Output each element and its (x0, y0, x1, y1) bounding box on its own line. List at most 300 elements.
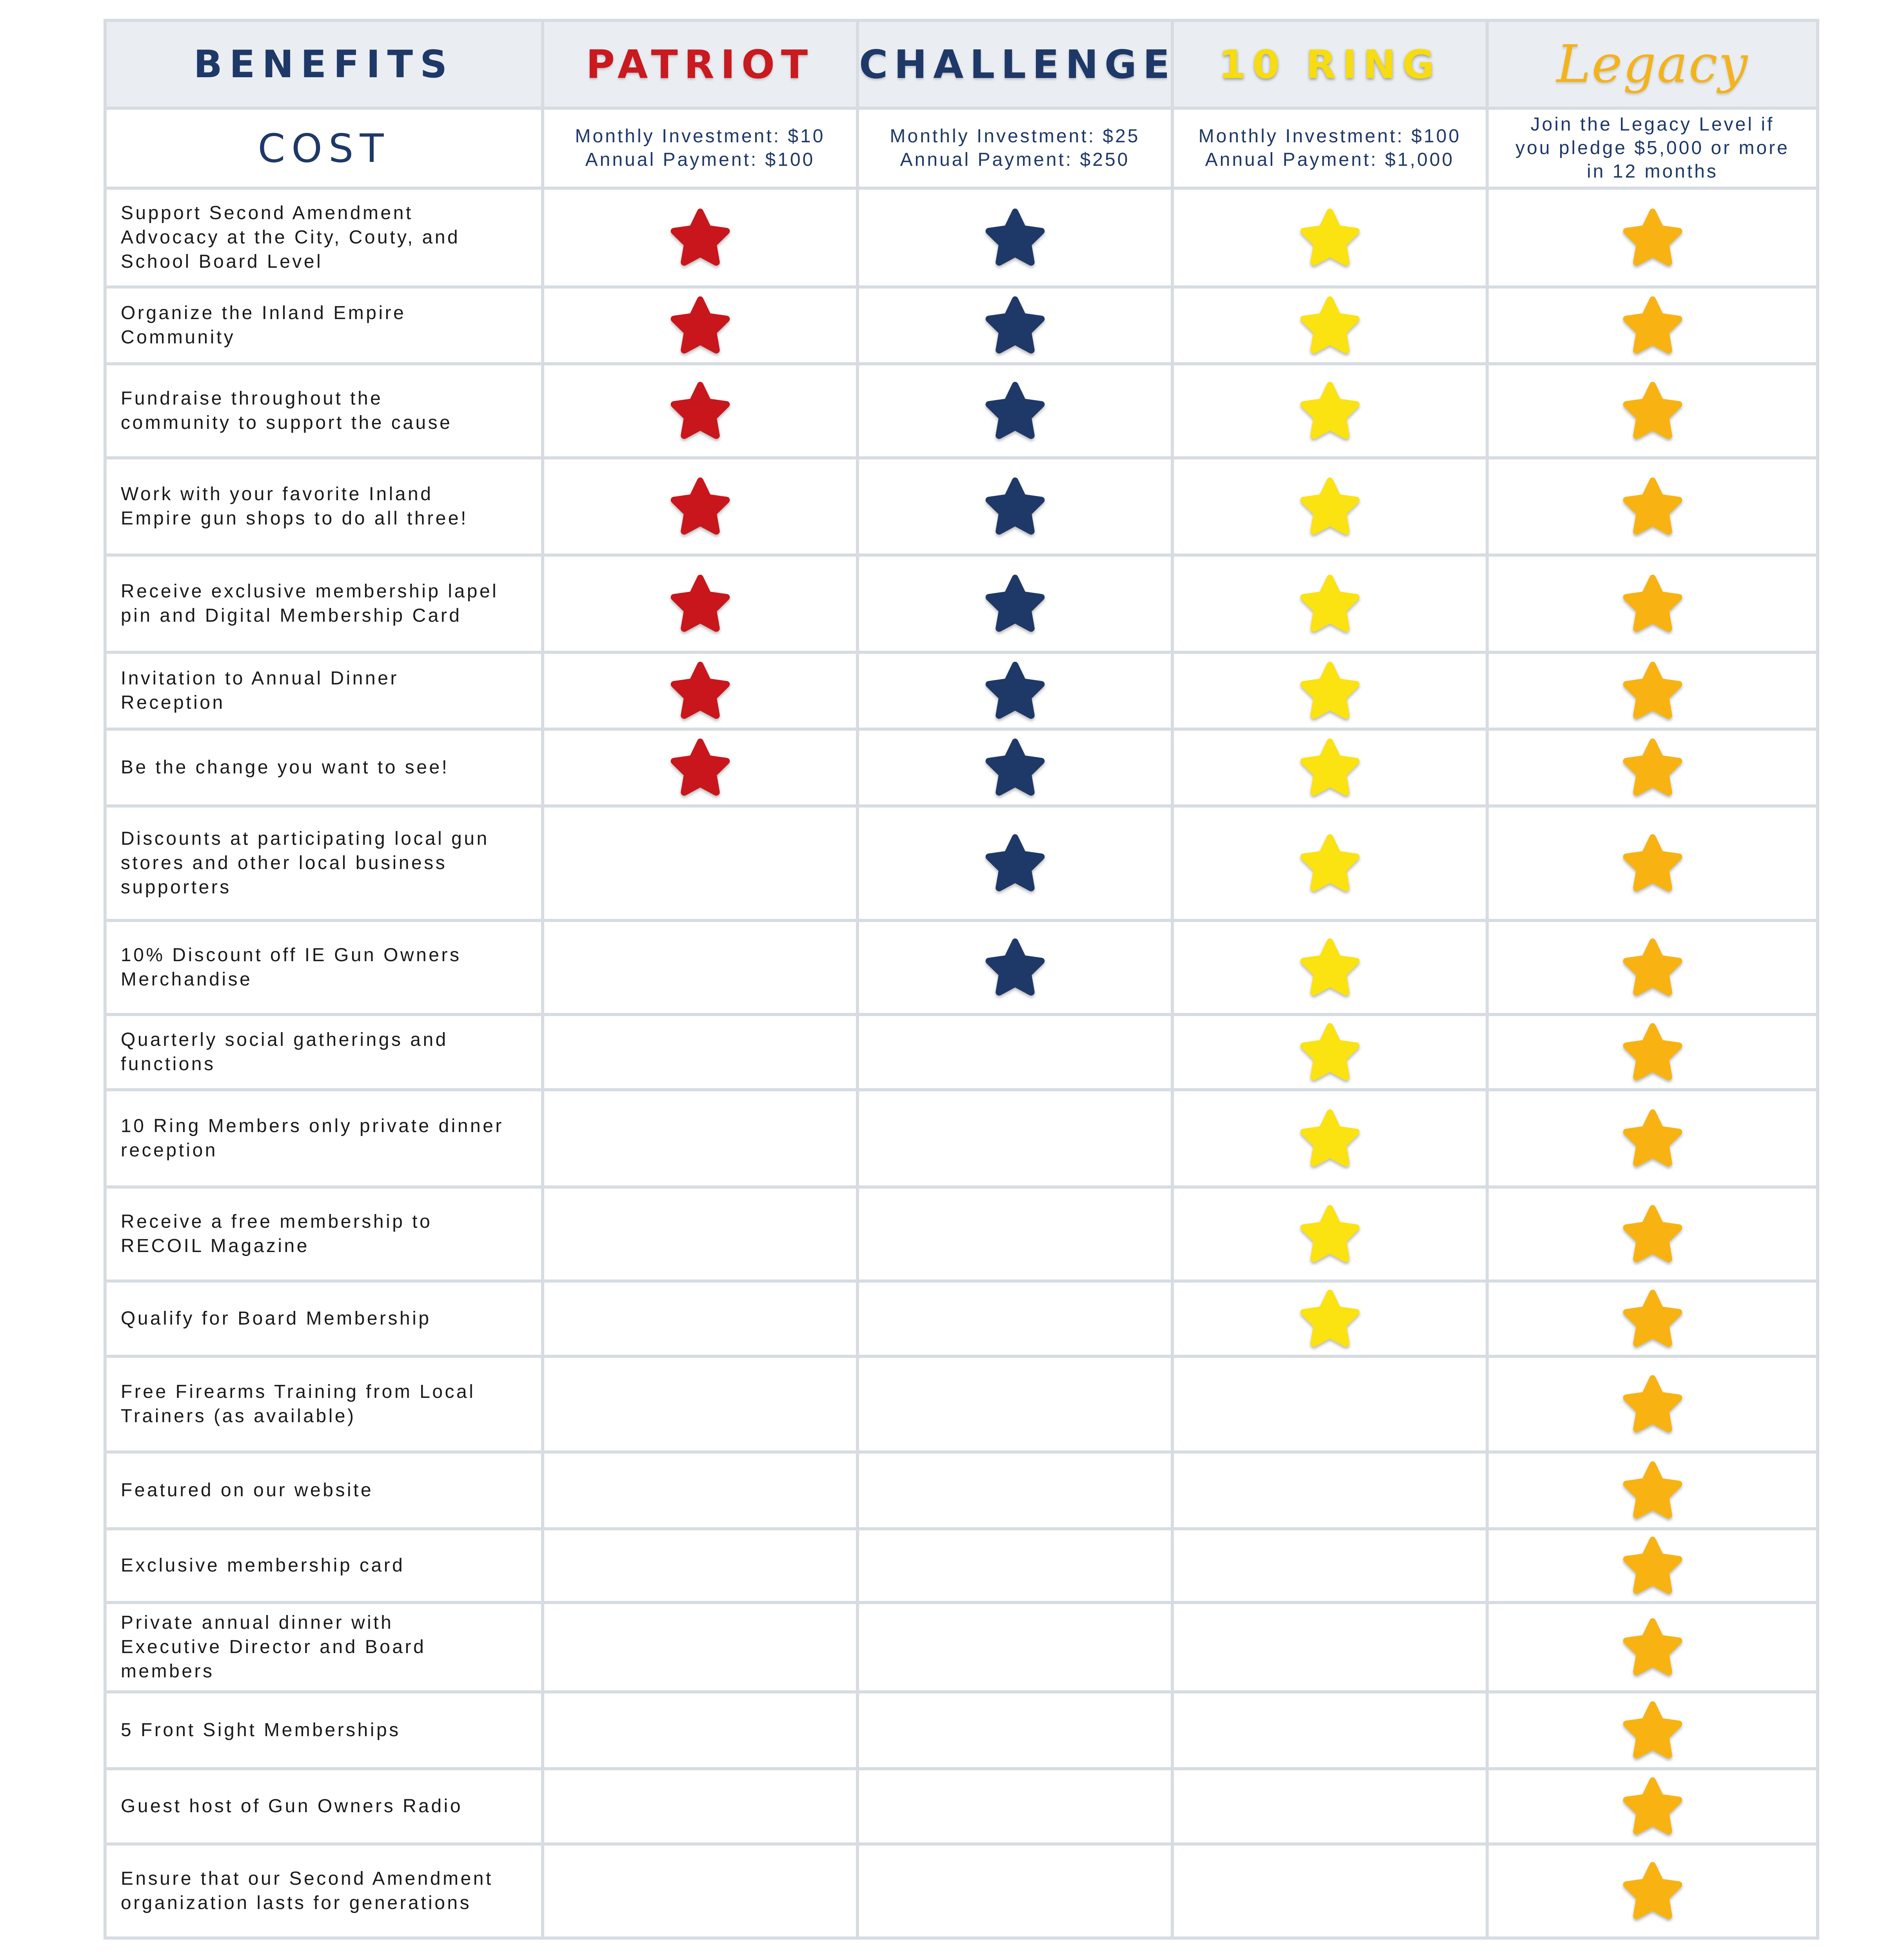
cost-text-legacy (1489, 113, 1816, 183)
tier-cell-legacy (1487, 287, 1818, 364)
benefit-label-line: functions (121, 1054, 216, 1074)
benefit-label (121, 1478, 536, 1503)
tier-title-patriot: PATRIOT (586, 41, 814, 87)
benefit-row (105, 1692, 1818, 1769)
benefit-label-line: Work with your favorite Inland (121, 484, 433, 505)
star-icon (667, 293, 734, 358)
cost-row (105, 108, 1818, 188)
star-icon (1296, 1106, 1364, 1171)
benefit-row (105, 555, 1818, 652)
tier-cell-10-ring (1172, 1014, 1487, 1090)
tier-cell-10-ring (1172, 458, 1487, 555)
benefit-label-line: Community (121, 327, 236, 348)
star-shape (667, 379, 734, 443)
cost-line: Monthly Investment: $10 (575, 126, 825, 147)
benefit-label-line: Exclusive membership card (121, 1555, 405, 1576)
star-icon (1296, 935, 1364, 1000)
benefit-label-line: Fundraise throughout the (121, 388, 383, 409)
star-shape (667, 474, 734, 539)
star-icon (1296, 293, 1364, 358)
tier-cell-10-ring (1172, 652, 1487, 729)
star-shape (1296, 831, 1364, 895)
benefit-label (121, 943, 536, 992)
tier-cell-legacy (1487, 1844, 1818, 1938)
tier-cell-legacy (1487, 1281, 1818, 1356)
tier-cell-legacy (1487, 729, 1818, 806)
benefit-row (105, 1281, 1818, 1356)
benefit-label-line: RECOIL Magazine (121, 1236, 309, 1256)
benefit-label-line: Advocacy at the City, Couty, and (121, 227, 460, 248)
star-icon (667, 735, 734, 800)
tier-cell-legacy (1487, 1602, 1818, 1692)
tier-cell-patriot (543, 1844, 857, 1938)
star-shape (1619, 205, 1686, 270)
tier-cell-10-ring (1172, 1692, 1487, 1769)
tier-cell-10-ring (1172, 1281, 1487, 1356)
star-shape (1296, 379, 1364, 443)
benefit-cell (105, 652, 543, 729)
star-icon (1619, 1458, 1686, 1523)
benefit-row (105, 1529, 1818, 1602)
tier-cell-legacy (1487, 364, 1818, 458)
tier-cell-challenge (857, 458, 1172, 555)
star-icon (1296, 572, 1364, 636)
benefit-label-line: Be the change you want to see! (121, 757, 449, 778)
tier-cell-patriot (543, 1356, 857, 1452)
tier-cell-legacy (1487, 806, 1818, 920)
star-shape (981, 935, 1049, 1000)
star-shape (981, 831, 1049, 895)
star-icon (1619, 1106, 1686, 1171)
benefit-label-line: Receive exclusive membership lapel (121, 581, 499, 602)
star-shape (981, 735, 1049, 800)
benefit-label-line: Empire gun shops to do all three! (121, 508, 468, 529)
cost-cell-challenge (857, 108, 1172, 188)
tier-cell-10-ring (1172, 1769, 1487, 1844)
star-icon (1296, 1202, 1364, 1266)
cost-text-patriot (544, 125, 856, 172)
star-icon (1619, 205, 1686, 270)
star-shape (1619, 1774, 1686, 1838)
star-shape (1619, 474, 1686, 539)
star-icon (667, 474, 734, 539)
star-icon (1619, 474, 1686, 539)
benefit-cell (105, 188, 543, 287)
star-shape (1296, 935, 1364, 1000)
tier-cell-10-ring (1172, 1187, 1487, 1281)
benefit-row (105, 652, 1818, 729)
tier-cell-patriot (543, 1769, 857, 1844)
star-icon (1296, 1287, 1364, 1351)
tier-cell-challenge (857, 1090, 1172, 1187)
benefit-label-line: reception (121, 1140, 218, 1161)
benefit-label-line: community to support the cause (121, 412, 452, 433)
star-shape (667, 205, 734, 270)
star-shape (1296, 735, 1364, 800)
star-icon (981, 205, 1049, 270)
tier-cell-legacy (1487, 652, 1818, 729)
benefit-row (105, 1602, 1818, 1692)
tier-cell-10-ring (1172, 920, 1487, 1014)
benefit-label-line: Featured on our website (121, 1480, 374, 1501)
benefit-label (121, 1307, 536, 1331)
benefit-label (121, 1553, 536, 1578)
star-icon (981, 572, 1049, 636)
benefit-row (105, 188, 1818, 287)
tier-cell-legacy (1487, 188, 1818, 287)
benefit-cell (105, 1844, 543, 1938)
star-icon (1619, 1774, 1686, 1838)
benefit-label-line: organization lasts for generations (121, 1893, 472, 1913)
star-icon (1296, 474, 1364, 539)
benefit-label-line: Free Firearms Training from Local (121, 1381, 476, 1402)
tier-title-10-ring: 10 RING (1219, 41, 1441, 87)
cost-line: you pledge $5,000 or more (1515, 138, 1789, 158)
header-row (105, 20, 1818, 108)
star-shape (1619, 572, 1686, 636)
tier-cell-challenge (857, 555, 1172, 652)
star-shape (1296, 293, 1364, 358)
tier-cell-legacy (1487, 1356, 1818, 1452)
benefit-label-line: Ensure that our Second Amendment (121, 1868, 493, 1889)
star-shape (1296, 659, 1364, 723)
star-shape (1619, 659, 1686, 723)
tier-cell-10-ring (1172, 1844, 1487, 1938)
tier-cell-10-ring (1172, 555, 1487, 652)
tier-cell-challenge (857, 1187, 1172, 1281)
star-shape (1619, 831, 1686, 895)
star-icon (1619, 1287, 1686, 1351)
tier-cell-legacy (1487, 920, 1818, 1014)
benefit-cell (105, 1356, 543, 1452)
benefit-label (121, 1210, 536, 1258)
benefit-label-line: Receive a free membership to (121, 1211, 432, 1232)
benefit-label-line: supporters (121, 877, 231, 898)
benefit-label (121, 201, 536, 274)
star-icon (1619, 379, 1686, 443)
tier-cell-patriot (543, 920, 857, 1014)
tier-cell-challenge (857, 920, 1172, 1014)
tier-cell-legacy (1487, 1090, 1818, 1187)
star-icon (981, 379, 1049, 443)
benefit-label-line: Support Second Amendment (121, 203, 413, 223)
star-icon (981, 659, 1049, 723)
tier-cell-legacy (1487, 1692, 1818, 1769)
star-icon (1619, 1859, 1686, 1923)
tier-cell-patriot (543, 1452, 857, 1529)
tier-cell-challenge (857, 1602, 1172, 1692)
tier-cell-challenge (857, 1692, 1172, 1769)
benefit-cell (105, 920, 543, 1014)
star-icon (981, 735, 1049, 800)
tier-cell-patriot (543, 364, 857, 458)
star-shape (1619, 1698, 1686, 1762)
tier-cell-challenge (857, 1281, 1172, 1356)
tier-cell-patriot (543, 1281, 857, 1356)
tier-cell-legacy (1487, 1769, 1818, 1844)
cost-line: Annual Payment: $250 (900, 149, 1130, 170)
benefit-label (121, 1794, 536, 1818)
tier-cell-patriot (543, 1692, 857, 1769)
benefit-label-line: Trainers (as available) (121, 1406, 356, 1426)
tier-cell-challenge (857, 188, 1172, 287)
star-shape (667, 293, 734, 358)
tier-cell-legacy (1487, 458, 1818, 555)
tier-cell-legacy (1487, 1187, 1818, 1281)
benefit-label (121, 666, 536, 715)
tier-cell-10-ring (1172, 1356, 1487, 1452)
star-icon (1619, 1698, 1686, 1762)
star-shape (981, 659, 1049, 723)
benefit-row (105, 806, 1818, 920)
tier-cell-10-ring (1172, 1090, 1487, 1187)
benefit-label (121, 1114, 536, 1163)
benefit-row (105, 729, 1818, 806)
tier-cell-legacy (1487, 1529, 1818, 1602)
cost-label-cell (105, 108, 543, 188)
benefit-label-line: Qualify for Board Membership (121, 1308, 431, 1329)
star-icon (981, 935, 1049, 1000)
benefit-label-line: members (121, 1661, 214, 1682)
star-icon (1619, 735, 1686, 800)
cost-line: in 12 months (1587, 161, 1718, 182)
star-shape (1619, 1020, 1686, 1084)
star-shape (1619, 1458, 1686, 1523)
tier-cell-challenge (857, 1769, 1172, 1844)
cost-line: Monthly Investment: $100 (1198, 126, 1461, 147)
tier-cell-patriot (543, 287, 857, 364)
star-shape (981, 379, 1049, 443)
benefit-cell (105, 1187, 543, 1281)
tier-cell-challenge (857, 287, 1172, 364)
tier-cell-10-ring (1172, 1602, 1487, 1692)
benefits-header-cell (105, 20, 543, 108)
benefit-label-line: pin and Digital Membership Card (121, 605, 462, 626)
star-icon (1296, 205, 1364, 270)
star-shape (981, 572, 1049, 636)
benefit-label (121, 387, 536, 435)
cost-line: Annual Payment: $100 (585, 149, 815, 170)
tier-cell-10-ring (1172, 1529, 1487, 1602)
tier-title-legacy: Legacy (1556, 34, 1749, 94)
star-icon (1296, 659, 1364, 723)
tier-cell-patriot (543, 1187, 857, 1281)
star-icon (1296, 1020, 1364, 1084)
benefit-row (105, 458, 1818, 555)
tier-cell-challenge (857, 652, 1172, 729)
star-shape (981, 474, 1049, 539)
membership-benefits-table-container (104, 19, 1816, 1960)
tier-cell-10-ring (1172, 806, 1487, 920)
benefit-label-line: stores and other local business (121, 853, 447, 873)
benefit-label-line: Quarterly social gatherings and (121, 1029, 448, 1050)
star-shape (981, 293, 1049, 358)
tier-cell-10-ring (1172, 364, 1487, 458)
star-icon (981, 474, 1049, 539)
benefit-cell (105, 729, 543, 806)
benefit-cell (105, 458, 543, 555)
star-shape (667, 659, 734, 723)
benefit-row (105, 1356, 1818, 1452)
benefit-row (105, 1090, 1818, 1187)
cost-line: Monthly Investment: $25 (890, 126, 1140, 147)
tier-cell-challenge (857, 364, 1172, 458)
tier-title-challenge: CHALLENGE (859, 41, 1176, 87)
benefit-label (121, 301, 536, 350)
star-icon (1296, 379, 1364, 443)
star-icon (1296, 735, 1364, 800)
benefit-row (105, 364, 1818, 458)
benefit-label (121, 1611, 536, 1684)
benefit-label-line: Reception (121, 692, 225, 713)
star-shape (1619, 1859, 1686, 1923)
star-shape (1619, 1202, 1686, 1266)
benefit-label (121, 755, 536, 780)
cost-cell-10-ring (1172, 108, 1487, 188)
star-icon (667, 659, 734, 723)
benefit-label-line: School Board Level (121, 251, 323, 272)
star-shape (1296, 205, 1364, 270)
benefit-cell (105, 1769, 543, 1844)
star-icon (1296, 831, 1364, 895)
benefit-row (105, 287, 1818, 364)
benefit-label-line: 10% Discount off IE Gun Owners (121, 945, 461, 965)
star-shape (667, 735, 734, 800)
star-icon (1619, 293, 1686, 358)
cost-line: Annual Payment: $1,000 (1205, 149, 1455, 170)
cost-text-challenge (859, 125, 1171, 172)
tier-header-10-ring (1172, 20, 1487, 108)
tier-cell-challenge (857, 806, 1172, 920)
star-shape (1296, 1020, 1364, 1084)
tier-cell-patriot (543, 458, 857, 555)
membership-benefits-table (104, 19, 1819, 1940)
benefit-label (121, 1380, 536, 1428)
tier-cell-10-ring (1172, 287, 1487, 364)
star-shape (1619, 379, 1686, 443)
benefit-cell (105, 1529, 543, 1602)
star-icon (1619, 1372, 1686, 1436)
star-shape (1296, 1287, 1364, 1351)
star-icon (667, 205, 734, 270)
benefit-cell (105, 1281, 543, 1356)
benefit-cell (105, 1692, 543, 1769)
tier-cell-challenge (857, 1452, 1172, 1529)
tier-cell-legacy (1487, 1014, 1818, 1090)
star-icon (1619, 572, 1686, 636)
star-shape (1619, 293, 1686, 358)
tier-cell-patriot (543, 1602, 857, 1692)
cost-cell-patriot (543, 108, 857, 188)
star-icon (1619, 1534, 1686, 1598)
benefit-label-line: 10 Ring Members only private dinner (121, 1116, 504, 1136)
benefit-label (121, 827, 536, 900)
benefit-label (121, 1718, 536, 1742)
tier-cell-challenge (857, 1844, 1172, 1938)
tier-header-patriot (543, 20, 857, 108)
tier-cell-challenge (857, 1014, 1172, 1090)
benefit-label-line: Organize the Inland Empire (121, 303, 406, 323)
star-icon (667, 379, 734, 443)
tier-cell-patriot (543, 652, 857, 729)
tier-cell-legacy (1487, 1452, 1818, 1529)
benefit-label (121, 1867, 536, 1915)
star-shape (1619, 1615, 1686, 1679)
tier-cell-patriot (543, 1090, 857, 1187)
benefit-cell (105, 1014, 543, 1090)
star-icon (667, 572, 734, 636)
star-icon (1619, 1020, 1686, 1084)
star-icon (981, 293, 1049, 358)
benefit-label-line: Private annual dinner with (121, 1612, 394, 1633)
tier-cell-challenge (857, 1529, 1172, 1602)
star-shape (1296, 1202, 1364, 1266)
benefit-row (105, 920, 1818, 1014)
benefit-row (105, 1452, 1818, 1529)
benefit-cell (105, 1090, 543, 1187)
star-icon (1619, 1615, 1686, 1679)
star-icon (1619, 831, 1686, 895)
star-shape (667, 572, 734, 636)
benefit-cell (105, 555, 543, 652)
star-icon (1619, 935, 1686, 1000)
tier-cell-legacy (1487, 555, 1818, 652)
star-shape (1296, 474, 1364, 539)
cost-cell-legacy (1487, 108, 1818, 188)
star-shape (1296, 572, 1364, 636)
benefit-label-line: Merchandise (121, 969, 253, 990)
tier-cell-10-ring (1172, 1452, 1487, 1529)
benefit-cell (105, 287, 543, 364)
star-shape (1619, 1372, 1686, 1436)
tier-cell-10-ring (1172, 729, 1487, 806)
star-shape (1619, 1287, 1686, 1351)
tier-cell-challenge (857, 1356, 1172, 1452)
star-icon (1619, 659, 1686, 723)
benefit-cell (105, 364, 543, 458)
benefits-heading: BENEFITS (193, 42, 454, 86)
benefit-label (121, 579, 536, 628)
tier-header-legacy (1487, 20, 1818, 108)
benefit-label-line: Guest host of Gun Owners Radio (121, 1796, 463, 1817)
benefit-label (121, 482, 536, 531)
star-icon (1619, 1202, 1686, 1266)
benefit-cell (105, 1602, 543, 1692)
tier-header-challenge (857, 20, 1176, 108)
cost-text-10-ring (1174, 125, 1486, 172)
cost-line: Join the Legacy Level if (1530, 114, 1775, 135)
tier-cell-challenge (857, 729, 1172, 806)
benefit-row (105, 1769, 1818, 1844)
star-shape (1619, 735, 1686, 800)
cost-heading: COST (258, 125, 390, 171)
tier-cell-patriot (543, 555, 857, 652)
tier-cell-patriot (543, 1014, 857, 1090)
benefit-cell (105, 806, 543, 920)
star-shape (981, 205, 1049, 270)
tier-cell-patriot (543, 806, 857, 920)
star-shape (1619, 1534, 1686, 1598)
star-shape (1619, 1106, 1686, 1171)
tier-cell-patriot (543, 729, 857, 806)
star-shape (1619, 935, 1686, 1000)
benefit-label (121, 1028, 536, 1076)
benefit-row (105, 1187, 1818, 1281)
benefit-label-line: Discounts at participating local gun (121, 828, 489, 849)
benefit-row (105, 1014, 1818, 1090)
benefit-label-line: Executive Director and Board (121, 1637, 426, 1657)
benefit-cell (105, 1452, 543, 1529)
